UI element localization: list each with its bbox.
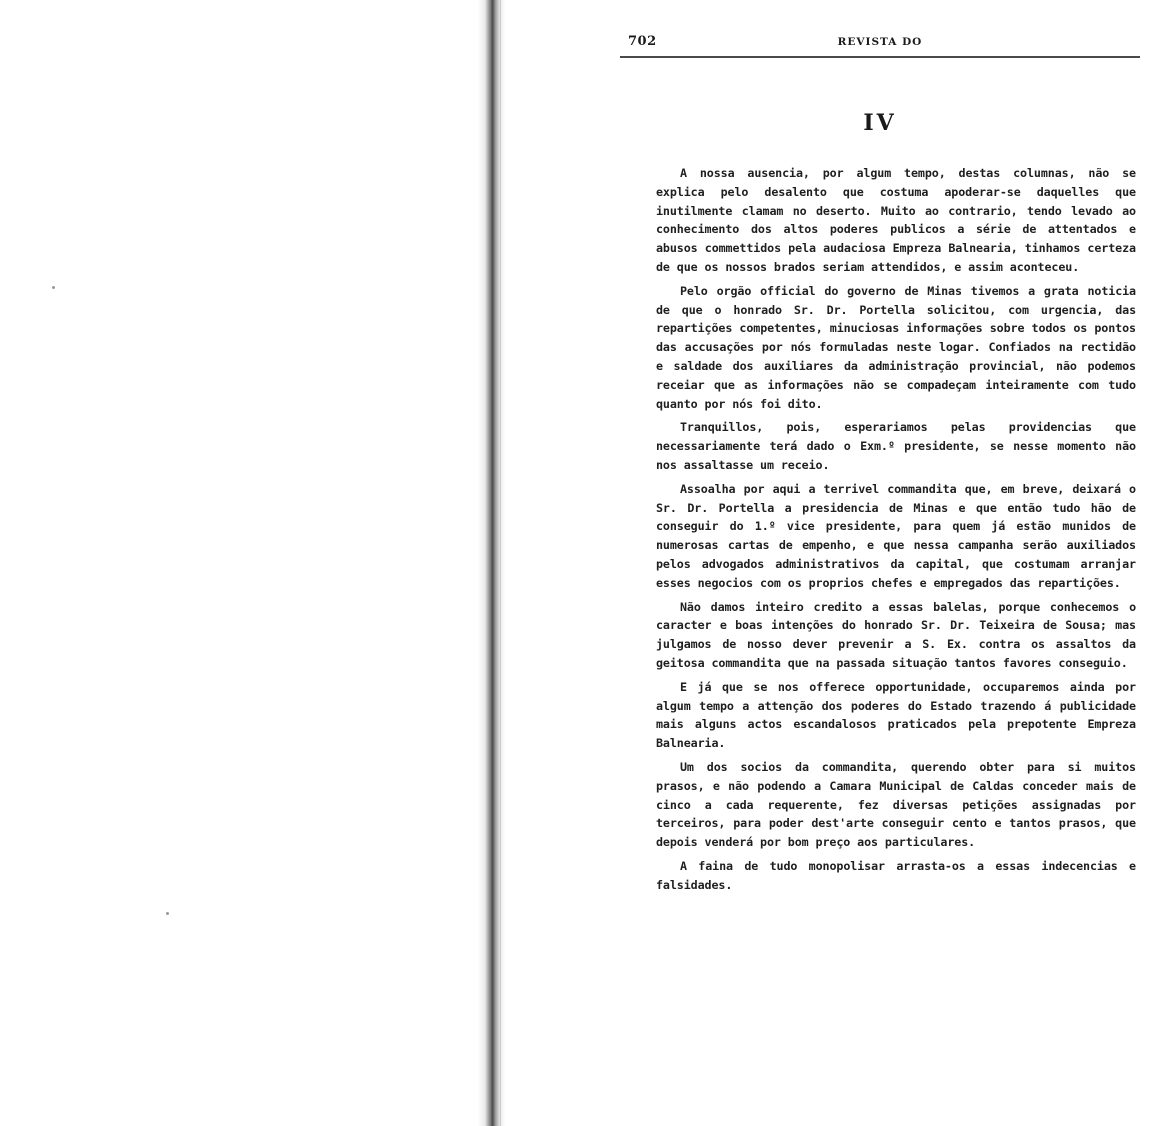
- running-head: [620, 28, 1140, 52]
- right-page: [620, 28, 1140, 1088]
- paragraph: Pelo orgão official do governo de Minas tivemos a grata noticia de que o honrado Sr. Dr. Portella solicitou, com urgencia, das repartições competentes, minuciosas informações sobre todos os pontos das accusações por nós formuladas neste logar. Confiados na rectidão e saldade dos auxiliares da administração provincial, não podemos receiar que as informações não se compadeçam inteiramente com tudo quanto por nós foi dito.: [656, 283, 1136, 411]
- paragraph: Um dos socios da commandita, querendo obter para si muitos prasos, e não podendo a Camara Municipal de Caldas conceder mais de cinco a cada requerente, fez diversas petições assignadas por terceiros, para poder dest'arte conseguir cento e tantos prasos, que depois venderá por bom preço aos particulares.: [656, 759, 1136, 850]
- section-numeral: IV: [863, 110, 897, 136]
- journal-title: REVISTA DO: [837, 36, 923, 48]
- paragraph: A nossa ausencia, por algum tempo, destas columnas, não se explica pelo desalento que costuma apoderar-se daquelles que inutilmente clamam no deserto. Muito ao contrario, tendo levado ao conhecimento dos altos poderes publicos a série de attentados e abusos commettidos pela audaciosa Empreza Balnearia, tinhamos certeza de que os nossos brados seriam attendidos, e assim aconteceu.: [656, 166, 1136, 274]
- paragraph: Tranquillos, pois, esperariamos pelas providencias que necessariamente terá dado o Exm.º presidente, se nesse momento não nos assaltasse um receio.: [656, 420, 1136, 472]
- gutter-shadow-line: [500, 0, 501, 1126]
- page-number: 702: [628, 34, 657, 49]
- blank-left-page: [0, 0, 478, 1126]
- paragraph: Assoalha por aqui a terrivel commandita que, em breve, deixará o Sr. Dr. Portella a presidencia de Minas e que então tudo hão de conseguir do 1.º vice presidente, para quem já estão munidos de numerosas cartas de empenho, e que nessa campanha serão auxiliados pelos advogados administrativos da capital, que costumam arranjar esses negocios com os proprios chefes e empregados das repartições.: [656, 481, 1136, 590]
- paragraph: E já que se nos offerece opportunidade, occuparemos ainda por algum tempo a attenção dos poderes do Estado trazendo á publicidade mais alguns actos escandalosos praticados pela prepotente Empreza Balnearia.: [656, 679, 1136, 751]
- paragraph: Não damos inteiro credito a essas balelas, porque conhecemos o caracter e boas intenções do honrado Sr. Dr. Teixeira de Sousa; mas julgamos de nosso dever prevenir a S. Ex. contra os assaltos da geitosa commandita que na passada situação tantos favores conseguio.: [656, 599, 1136, 670]
- article-body: [656, 164, 1136, 894]
- scan-speck: [52, 286, 55, 289]
- header-rule: [620, 56, 1140, 58]
- book-gutter: [478, 0, 506, 1126]
- paragraph: A faina de tudo monopolisar arrasta-os a essas indecencias e falsidades.: [656, 858, 1136, 892]
- scan-speck: [166, 912, 169, 915]
